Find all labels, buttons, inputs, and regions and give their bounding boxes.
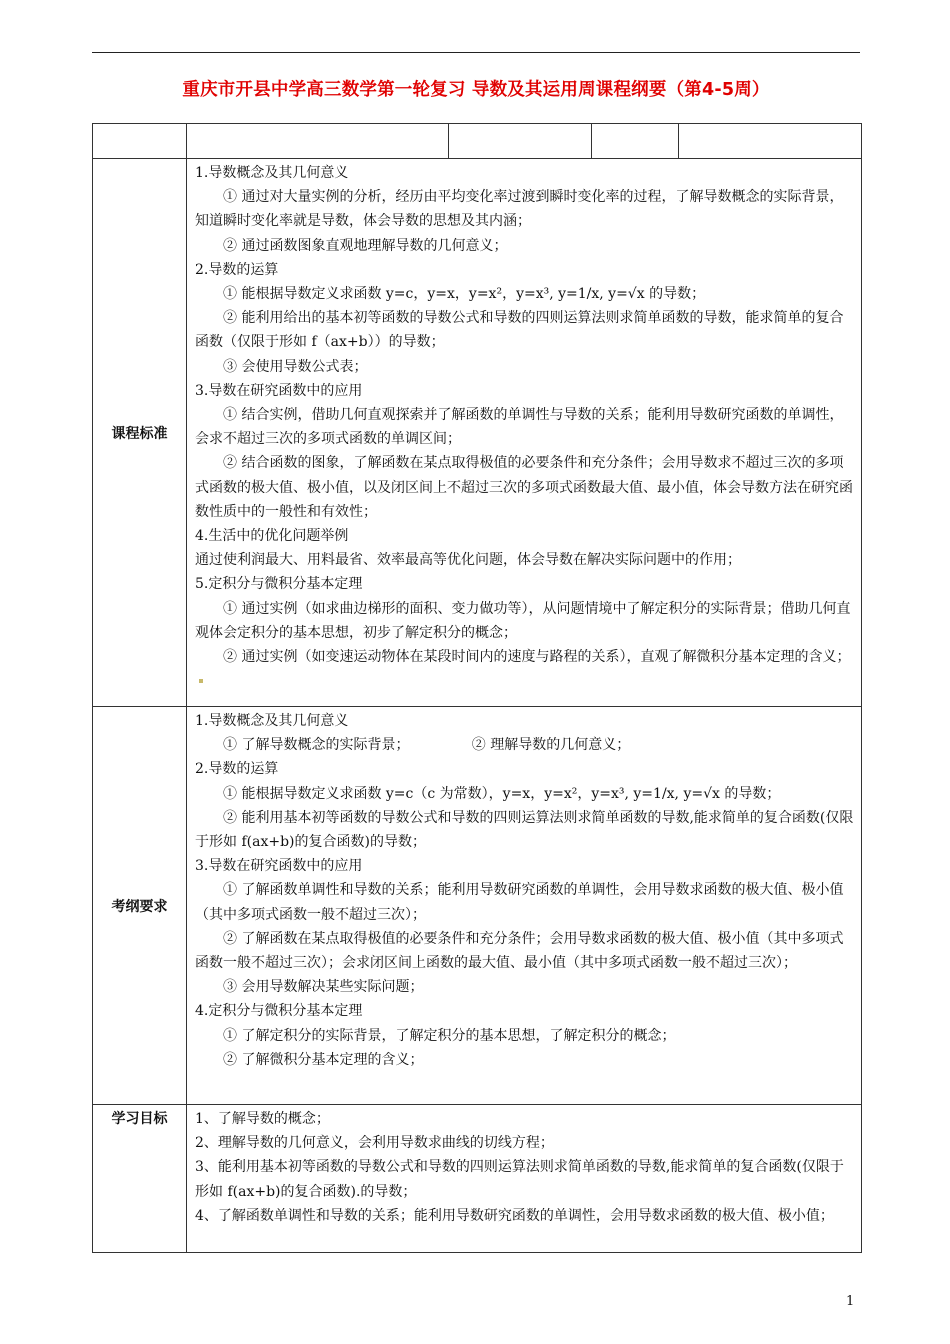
header-cell	[449, 124, 592, 159]
header-cell	[592, 124, 679, 159]
item-line: ① 能根据导数定义求函数 y=c（c 为常数），y=x，y=x²，y=x³, y=1/x, y=√x 的导数；	[223, 785, 781, 802]
section-row-exam-requirements	[93, 707, 862, 1105]
section-label: 学习目标	[93, 1105, 187, 1253]
section-content	[187, 1105, 862, 1253]
item-line: ③ 会使用导数公式表；	[223, 358, 368, 375]
goal-line: 4、了解函数单调性和导数的关系；能利用导数研究函数的单调性，会用导数求函数的极大值、极小值；	[195, 1207, 834, 1224]
item-line: ① 结合实例，借助几何直观探索并了解函数的单调性与导数的关系；能利用导数研究函数的单调性，会求不超过三次的多项式函数的单调区间；	[195, 407, 844, 448]
heading-line: 2.导数的运算	[195, 261, 279, 278]
item-line: 通过使利润最大、用料最省、效率最高等优化问题，体会导数在解决实际问题中的作用；	[195, 552, 741, 569]
item-line: ② 能利用基本初等函数的导数公式和导数的四则运算法则求简单函数的导数,能求简单的复合函数(仅限于形如 f(ax+b)的复合函数)的导数；	[195, 809, 854, 851]
item-text: ② 通过实例（如变速运动物体在某段时间内的速度与路程的关系），直观了解微积分基本定理的含义；	[223, 649, 851, 666]
section-content	[187, 707, 862, 1105]
item-line: ② 了解微积分基本定理的含义；	[223, 1051, 424, 1068]
heading-line: 2.导数的运算	[195, 761, 279, 778]
top-rule	[92, 52, 860, 53]
item-line: ③ 会用导数解决某些实际问题；	[223, 979, 424, 996]
heading-line: 5.定积分与微积分基本定理	[195, 576, 363, 593]
heading-line: 3.导数在研究函数中的应用	[195, 858, 363, 875]
heading-line: 4.生活中的优化问题举例	[195, 528, 349, 545]
goal-line: 2、理解导数的几何意义，会利用导数求曲线的切线方程；	[195, 1135, 554, 1152]
header-cell	[93, 124, 187, 159]
heading-line: 3.导数在研究函数中的应用	[195, 382, 363, 399]
item-line: ① 了解定积分的实际背景，了解定积分的基本思想，了解定积分的概念；	[223, 1027, 676, 1044]
goal-line: 3、能利用基本初等函数的导数公式和导数的四则运算法则求简单函数的导数,能求简单的复合函数(仅限于形如 f(ax+b)的复合函数).的导数；	[195, 1159, 844, 1200]
section-row-curriculum	[93, 159, 862, 707]
section-row-learning-goals	[93, 1105, 862, 1253]
item-line: ② 通过函数图象直观地理解导数的几何意义；	[223, 237, 508, 254]
syllabus-table	[92, 123, 862, 1253]
heading-line: 1.导数概念及其几何意义	[195, 165, 349, 181]
heading-line: 1.导数概念及其几何意义	[195, 713, 349, 729]
item-line: ① 了解导数概念的实际背景； ② 理解导数的几何意义；	[223, 737, 631, 754]
section-label: 考纲要求	[93, 707, 187, 1105]
document-title: 重庆市开县中学高三数学第一轮复习 导数及其运用周课程纲要（第4-5周）	[182, 80, 770, 100]
item-line: ① 通过实例（如求曲边梯形的面积、变力做功等），从问题情境中了解定积分的实际背景；借助几何直观体会定积分的基本思想，初步了解定积分的概念；	[195, 600, 851, 641]
heading-line: 4.定积分与微积分基本定理	[195, 1003, 363, 1020]
section-label: 课程标准	[93, 159, 187, 707]
section-content	[187, 159, 862, 707]
header-cell	[187, 124, 449, 159]
item-line	[195, 645, 855, 693]
item-line: ② 结合函数的图象，了解函数在某点取得极值的必要条件和充分条件；会用导数求不超过三次的多项式函数的极大值、极小值，以及闭区间上不超过三次的多项式函数最大值、最小值，体会导数方法在研究函数性质中的一般性和有效性；	[195, 455, 853, 520]
item-line: ② 能利用给出的基本初等函数的导数公式和导数的四则运算法则求简单函数的导数，能求简单的复合函数（仅限于形如 f（ax+b））的导数；	[195, 310, 844, 351]
page-number: 1	[846, 1294, 855, 1309]
header-cell	[679, 124, 862, 159]
item-line: ② 了解函数在某点取得极值的必要条件和充分条件；会用导数求函数的极大值、极小值（其中多项式函数一般不超过三次）；会求闭区间上函数的最大值、最小值（其中多项式函数一般不超过三次）；	[195, 930, 844, 972]
decorative-mark	[199, 679, 203, 683]
item-line: ① 能根据导数定义求函数 y=c，y=x，y=x²，y=x³, y=1/x, y=√x 的导数；	[223, 286, 706, 303]
item-line: ① 通过对大量实例的分析，经历由平均变化率过渡到瞬时变化率的过程，了解导数概念的实际背景，知道瞬时变化率就是导数，体会导数的思想及其内涵；	[195, 189, 844, 230]
goal-line: 1、了解导数的概念；	[195, 1111, 330, 1127]
header-row	[93, 124, 862, 159]
item-line: ① 了解函数单调性和导数的关系；能利用导数研究函数的单调性，会用导数求函数的极大值、极小值（其中多项式函数一般不超过三次）；	[195, 882, 844, 923]
